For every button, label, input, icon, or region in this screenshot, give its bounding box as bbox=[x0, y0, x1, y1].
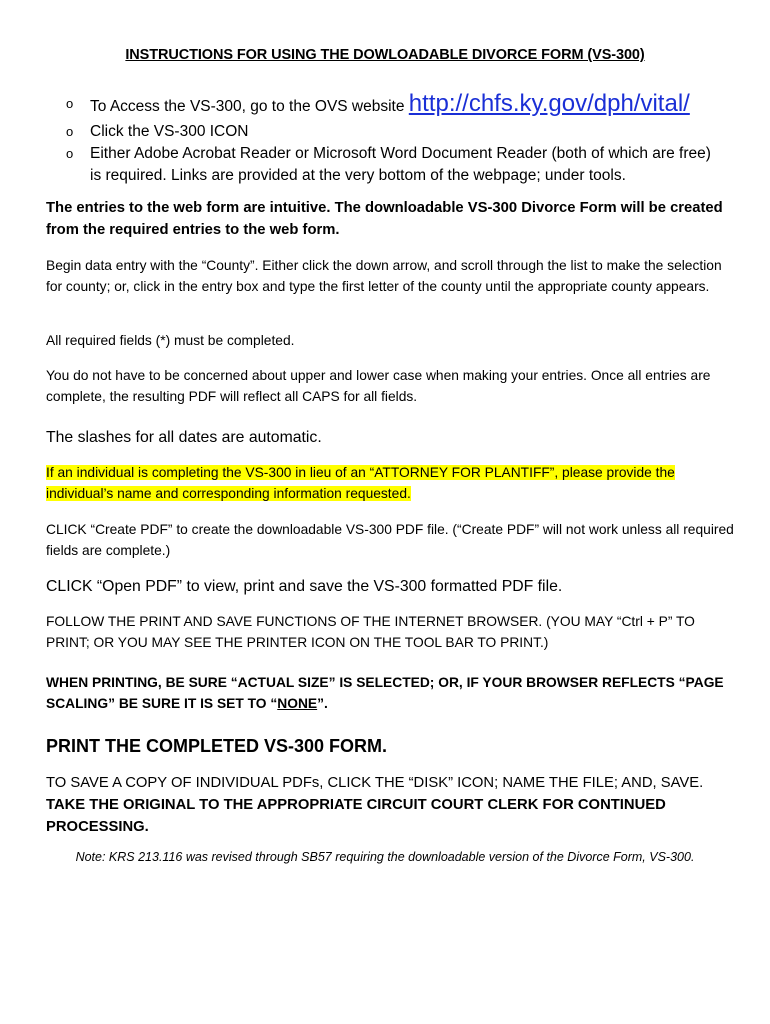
list-item bbox=[66, 90, 726, 121]
highlighted-text: If an individual is completing the VS-300 in lieu of an “ATTORNEY FOR PLANTIFF”, please provide the individual’s name and corresponding information requested. bbox=[46, 465, 675, 501]
list-item-text: To Access the VS-300, go to the OVS website bbox=[90, 98, 409, 115]
save-paragraph: TO SAVE A COPY OF INDIVIDUAL PDFs, CLICK THE “DISK” ICON; NAME THE FILE; AND, SAVE. bbox=[46, 775, 704, 791]
none-emphasis: NONE bbox=[277, 695, 318, 711]
open-pdf-paragraph: CLICK “Open PDF” to view, print and save the VS-300 formatted PDF file. bbox=[46, 578, 563, 595]
list-item-text: Either Adobe Acrobat Reader or Microsoft Word Document Reader (both of which are free) is required. Links are provided at the very bottom of the webpage; under tools. bbox=[90, 145, 711, 184]
attorney-paragraph bbox=[46, 463, 736, 504]
intro-paragraph: The entries to the web form are intuitive. The downloadable VS-300 Divorce Form will be created from the required entries to the web form. bbox=[46, 200, 723, 238]
printing-paragraph bbox=[46, 673, 736, 714]
printing-text-end: ”. bbox=[317, 695, 328, 711]
slashes-paragraph: The slashes for all dates are automatic. bbox=[46, 429, 322, 446]
browser-functions-paragraph: FOLLOW THE PRINT AND SAVE FUNCTIONS OF THE INTERNET BROWSER. (YOU MAY “Ctrl + P” TO PRINT; OR YOU MAY SEE THE PRINTER ICON ON THE TOOL BAR TO PRINT.) bbox=[46, 614, 695, 650]
county-paragraph: Begin data entry with the “County”. Either click the down arrow, and scroll through the list to make the selection for county; or, click in the entry box and type the first letter of the county until the appropriate county appears. bbox=[46, 258, 722, 294]
bullet-circle-icon: o bbox=[66, 124, 74, 139]
footnote: Note: KRS 213.116 was revised through SB57 requiring the downloadable version of the Divorce Form, VS-300. bbox=[75, 850, 695, 864]
ovs-website-link[interactable]: http://chfs.ky.gov/dph/vital/ bbox=[408, 90, 690, 117]
list-item bbox=[66, 121, 726, 143]
printing-text: WHEN PRINTING, BE SURE “ACTUAL SIZE” IS SELECTED; OR, IF YOUR BROWSER REFLECTS “PAGE SCALING” BE SURE IT IS SET TO “ bbox=[46, 675, 724, 711]
page-title: INSTRUCTIONS FOR USING THE DOWLOADABLE DIVORCE FORM (VS-300) bbox=[125, 47, 645, 63]
list-item-text: Click the VS-300 ICON bbox=[90, 123, 249, 140]
instruction-bullet-list bbox=[66, 90, 726, 187]
print-heading: PRINT THE COMPLETED VS-300 FORM. bbox=[46, 736, 388, 756]
required-fields-paragraph: All required fields (*) must be completed. bbox=[46, 333, 295, 348]
list-item bbox=[66, 143, 726, 187]
create-pdf-paragraph: CLICK “Create PDF” to create the downloadable VS-300 PDF file. (“Create PDF” will not work unless all required fields are complete.) bbox=[46, 522, 734, 558]
bullet-circle-icon: o bbox=[66, 146, 74, 161]
take-original-paragraph: TAKE THE ORIGINAL TO THE APPROPRIATE CIRCUIT COURT CLERK FOR CONTINUED PROCESSING. bbox=[46, 797, 666, 835]
bullet-circle-icon: o bbox=[66, 96, 74, 111]
case-paragraph: You do not have to be concerned about upper and lower case when making your entries. Once all entries are complete, the resulting PDF will reflect all CAPS for all fields. bbox=[46, 368, 711, 404]
